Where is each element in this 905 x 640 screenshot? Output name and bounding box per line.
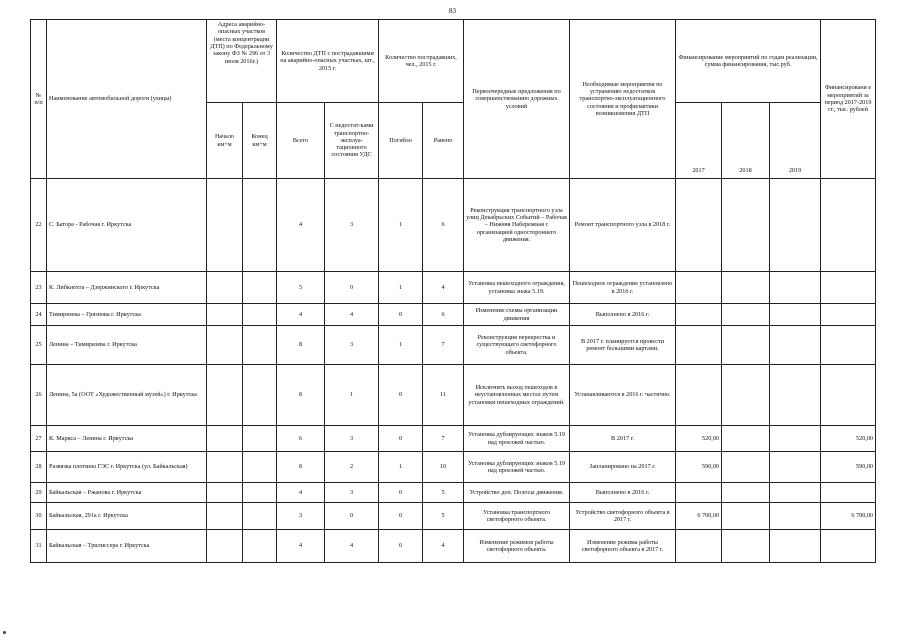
row-num: 27 xyxy=(31,426,47,452)
row-killed: 1 xyxy=(379,452,423,483)
table-row xyxy=(31,426,876,452)
row-fin-2019 xyxy=(770,179,821,272)
row-fin-2017 xyxy=(676,304,722,326)
row-uds: 3 xyxy=(325,326,379,365)
row-start xyxy=(207,365,243,426)
row-fin-2019 xyxy=(770,503,821,530)
row-end xyxy=(243,503,277,530)
row-end xyxy=(243,426,277,452)
row-fin-2018 xyxy=(722,179,770,272)
row-proposal: Изменение режимов работы светофорного объекта. xyxy=(464,530,570,563)
row-fin-2018 xyxy=(722,365,770,426)
row-fin-2017 xyxy=(676,272,722,304)
row-killed: 0 xyxy=(379,426,423,452)
row-measure: Выполнено в 2016 г. xyxy=(570,304,676,326)
row-fin-2019 xyxy=(770,304,821,326)
row-measure: В 2017 г. планируется провести ремонт большими картами. xyxy=(570,326,676,365)
row-fin-2019 xyxy=(770,483,821,503)
row-fin-2017 xyxy=(676,326,722,365)
table-row xyxy=(31,530,876,563)
row-fin-total xyxy=(821,365,876,426)
row-fin-2017 xyxy=(676,365,722,426)
header-start: Начало км+м xyxy=(207,103,243,179)
row-total: 4 xyxy=(277,179,325,272)
row-uds: 3 xyxy=(325,179,379,272)
table-row xyxy=(31,452,876,483)
row-start xyxy=(207,452,243,483)
table-row xyxy=(31,272,876,304)
row-measure: Выполнено в 2016 г. xyxy=(570,483,676,503)
scan-dot xyxy=(3,631,6,634)
row-total: 3 xyxy=(277,503,325,530)
row-uds: 2 xyxy=(325,452,379,483)
row-fin-2018 xyxy=(722,483,770,503)
row-total: 5 xyxy=(277,272,325,304)
header-fin-period: Финансировани е мероприятий за период 2017-2019 гг., тыс. рублей xyxy=(821,20,876,179)
header-2017: 2017 xyxy=(676,103,722,179)
row-uds: 0 xyxy=(325,272,379,304)
row-proposal: Установка дублирующих знаков 5.19 над проезжей частью. xyxy=(464,452,570,483)
row-road: К. Маркса – Ленина г. Иркутска xyxy=(47,426,207,452)
row-fin-total xyxy=(821,179,876,272)
row-road: Ленина – Тимирязева г. Иркутска xyxy=(47,326,207,365)
row-killed: 0 xyxy=(379,365,423,426)
row-road: Тимирязева – Грязнова г. Иркутска xyxy=(47,304,207,326)
row-start xyxy=(207,530,243,563)
table-row xyxy=(31,179,876,272)
row-total: 4 xyxy=(277,530,325,563)
row-injured: 4 xyxy=(423,530,464,563)
row-total: 4 xyxy=(277,304,325,326)
row-fin-2019 xyxy=(770,426,821,452)
header-injured: Ранено xyxy=(423,103,464,179)
row-fin-2019 xyxy=(770,326,821,365)
row-killed: 0 xyxy=(379,483,423,503)
row-total: 4 xyxy=(277,483,325,503)
row-killed: 1 xyxy=(379,272,423,304)
header-2018: 2018 xyxy=(722,103,770,179)
row-uds: 0 xyxy=(325,503,379,530)
row-killed: 0 xyxy=(379,530,423,563)
row-uds: 3 xyxy=(325,426,379,452)
row-fin-total xyxy=(821,530,876,563)
row-num: 25 xyxy=(31,326,47,365)
table-row xyxy=(31,365,876,426)
row-num: 31 xyxy=(31,530,47,563)
row-uds: 1 xyxy=(325,365,379,426)
row-fin-2018 xyxy=(722,326,770,365)
header-uds: С недостат-ками транспортно-эксплуа-тационного состояния УДС xyxy=(325,103,379,179)
row-start xyxy=(207,503,243,530)
row-proposal: Установка транспортного светофорного объекта. xyxy=(464,503,570,530)
row-road: Байкальская – Трилиссера г. Иркутска xyxy=(47,530,207,563)
row-fin-2017: 520,00 xyxy=(676,426,722,452)
row-uds: 4 xyxy=(325,304,379,326)
row-road: К. Либкнехта – Дзержинского г. Иркутска xyxy=(47,272,207,304)
row-total: 8 xyxy=(277,326,325,365)
row-fin-2018 xyxy=(722,426,770,452)
header-financing: Финансирование мероприятий по годам реализации, сумма финансирования, тыс.руб. xyxy=(676,20,821,103)
row-fin-total xyxy=(821,304,876,326)
row-measure: Ремонт транспортного узла в 2018 г. xyxy=(570,179,676,272)
header-num: № п/п xyxy=(31,20,47,179)
row-start xyxy=(207,272,243,304)
row-fin-2017: 6 700,00 xyxy=(676,503,722,530)
row-num: 24 xyxy=(31,304,47,326)
header-2019: 2019 xyxy=(770,103,821,179)
row-fin-2018 xyxy=(722,452,770,483)
row-uds: 3 xyxy=(325,483,379,503)
row-fin-total: 590,00 xyxy=(821,452,876,483)
row-injured: 7 xyxy=(423,426,464,452)
row-killed: 0 xyxy=(379,503,423,530)
row-measure: Изменение режима работы светофорного объекта в 2017 г. xyxy=(570,530,676,563)
row-fin-2019 xyxy=(770,530,821,563)
row-measure: Пешеходное ограждение установлено в 2016 г. xyxy=(570,272,676,304)
row-injured: 5 xyxy=(423,503,464,530)
row-measure: Запланировано на 2017 г. xyxy=(570,452,676,483)
row-end xyxy=(243,272,277,304)
row-uds: 4 xyxy=(325,530,379,563)
row-fin-2017 xyxy=(676,483,722,503)
row-total: 8 xyxy=(277,452,325,483)
row-fin-2019 xyxy=(770,365,821,426)
row-measure: В 2017 г. xyxy=(570,426,676,452)
row-injured: 4 xyxy=(423,272,464,304)
row-end xyxy=(243,304,277,326)
row-fin-2018 xyxy=(722,530,770,563)
row-num: 28 xyxy=(31,452,47,483)
row-measure: Устанавливаются в 2016 г. частично. xyxy=(570,365,676,426)
header-dtp-count: Количество ДТП с пострадавшими на аварийно-опасных участках, шт., 2015 г. xyxy=(277,20,379,103)
row-fin-total xyxy=(821,272,876,304)
row-road: Байкальская, 291а г. Иркутска xyxy=(47,503,207,530)
row-proposal: Установка дублирующих знаков 5.19 над проезжей частью. xyxy=(464,426,570,452)
road-safety-table xyxy=(30,19,876,563)
row-fin-2019 xyxy=(770,452,821,483)
row-killed: 0 xyxy=(379,304,423,326)
table-row xyxy=(31,326,876,365)
row-start xyxy=(207,483,243,503)
row-fin-2018 xyxy=(722,272,770,304)
row-end xyxy=(243,365,277,426)
row-start xyxy=(207,426,243,452)
row-injured: 5 xyxy=(423,483,464,503)
header-road: Наименование автомобильной дороги (улицы) xyxy=(47,20,207,179)
row-end xyxy=(243,530,277,563)
row-injured: 7 xyxy=(423,326,464,365)
row-fin-total xyxy=(821,483,876,503)
row-killed: 1 xyxy=(379,179,423,272)
row-measure: Устройство светофорного объекта в 2017 г. xyxy=(570,503,676,530)
row-num: 26 xyxy=(31,365,47,426)
header-end: Конец км+м xyxy=(243,103,277,179)
row-fin-2017 xyxy=(676,179,722,272)
row-fin-2017: 590,00 xyxy=(676,452,722,483)
header-measures: Необходимые мероприятия по устранению недостатков транспортно-эксплуатационного состояния и профилактики возникновения ДТП xyxy=(570,20,676,179)
table-row xyxy=(31,304,876,326)
row-fin-total xyxy=(821,326,876,365)
row-injured: 10 xyxy=(423,452,464,483)
row-proposal: Исключить выход пешеходов в неустановленных местах путем установки пешеходных ограждений. xyxy=(464,365,570,426)
row-fin-2019 xyxy=(770,272,821,304)
page-number: 83 xyxy=(449,7,456,15)
row-end xyxy=(243,326,277,365)
row-end xyxy=(243,483,277,503)
row-killed: 1 xyxy=(379,326,423,365)
row-end xyxy=(243,179,277,272)
row-start xyxy=(207,326,243,365)
row-fin-2018 xyxy=(722,503,770,530)
row-start xyxy=(207,179,243,272)
row-total: 6 xyxy=(277,426,325,452)
row-injured: 6 xyxy=(423,304,464,326)
row-proposal: Устройство доп. Полосы движения. xyxy=(464,483,570,503)
row-end xyxy=(243,452,277,483)
header-addresses: Адреса аварийно-опасных участков (места концентрации ДТП) по Федеральному закону ФЗ № 296 от 3 июля 2016г.) xyxy=(207,20,277,103)
row-fin-2018 xyxy=(722,304,770,326)
header-proposals: Первоочередные предложения по совершенствованию дорожных условий xyxy=(464,20,570,179)
row-injured: 6 xyxy=(423,179,464,272)
row-road: Ленина, 5а (ООТ «Художественный музей») г. Иркутска xyxy=(47,365,207,426)
row-fin-2017 xyxy=(676,530,722,563)
row-proposal: Реконструкция перекрестка и существующего светофорного объекта. xyxy=(464,326,570,365)
row-proposal: Установка пешеходного ограждения, установка знака 5.19. xyxy=(464,272,570,304)
row-num: 22 xyxy=(31,179,47,272)
row-proposal: Реконструкция транспортного узла улиц Декабрьских Событий – Рабочая – Нижняя Набережная с организацией одностороннего движения. xyxy=(464,179,570,272)
row-start xyxy=(207,304,243,326)
header-victims: Количество пострадавших, чел., 2015 г. xyxy=(379,20,464,103)
header-total: Всего xyxy=(277,103,325,179)
row-total: 8 xyxy=(277,365,325,426)
table-row xyxy=(31,483,876,503)
row-fin-total: 520,00 xyxy=(821,426,876,452)
row-num: 23 xyxy=(31,272,47,304)
row-fin-total: 6 700,00 xyxy=(821,503,876,530)
header-killed: Погибло xyxy=(379,103,423,179)
row-road: С. Батора - Рабочая г. Иркутска xyxy=(47,179,207,272)
row-road: Развязка плотины ГЭС г. Иркутска (ул. Байкальская) xyxy=(47,452,207,483)
row-num: 29 xyxy=(31,483,47,503)
row-proposal: Изменение схемы организации движения xyxy=(464,304,570,326)
row-road: Байкальская – Ржанова г. Иркутска xyxy=(47,483,207,503)
row-injured: 11 xyxy=(423,365,464,426)
row-num: 30 xyxy=(31,503,47,530)
table-row xyxy=(31,503,876,530)
